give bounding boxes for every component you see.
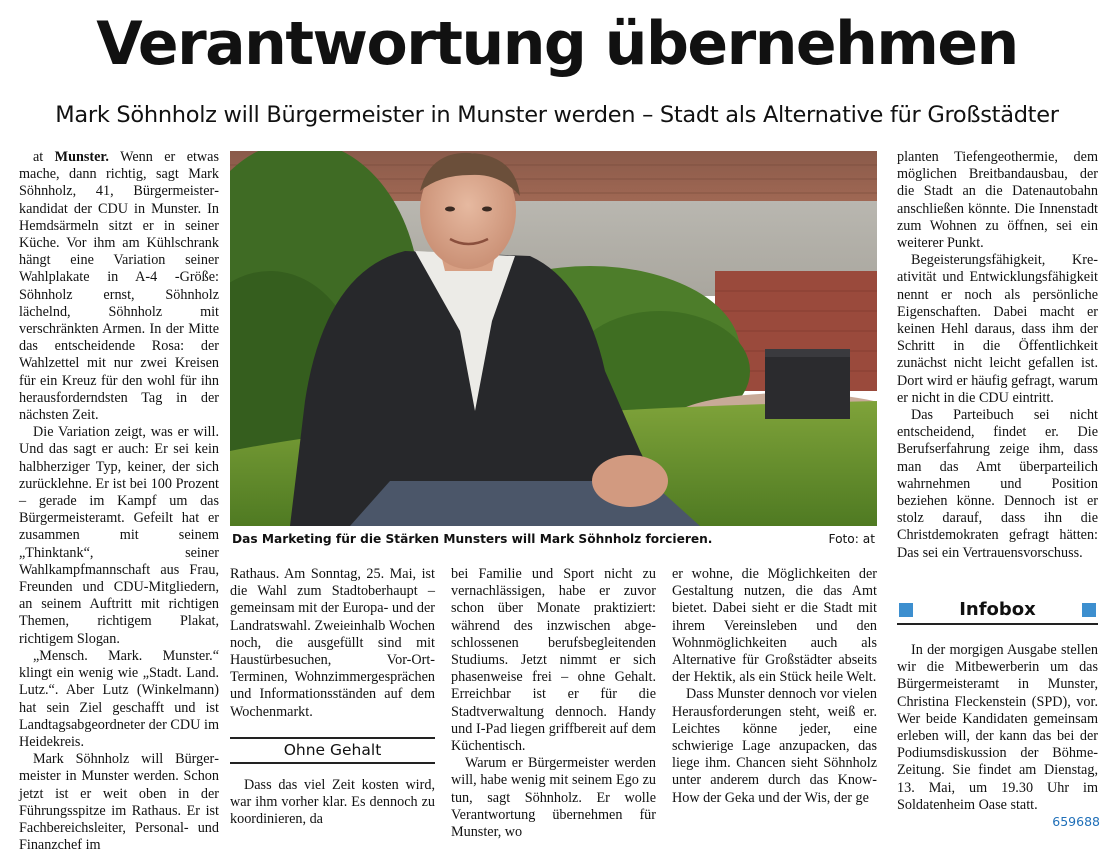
- article-column-2: [230, 566, 435, 721]
- photo-caption-row: [230, 529, 877, 549]
- infobox-title: Infobox: [959, 599, 1036, 620]
- article-column-2-continued: [230, 777, 435, 829]
- infobox-header: [897, 598, 1098, 625]
- article-paragraph: Dass Munster dennoch vor vielen Herausforderungen steht, weiß er. Leichtes könne jeder, eine schwierige Lage anzupacken, das liege ihm. Chancen sieht Söhnholz unter anderem durch das Know-How der Geka und der Wis, der ge: [672, 686, 877, 806]
- article-column-5: [897, 149, 1098, 562]
- article-paragraph: er wohne, die Möglichkeiten der Gestaltung nutzen, die das Amt bietet. Dabei sieht er die Stadt mit ihrem Vereinsleben und den Wohnmöglichkeiten auch als Alternative für Großstädter abseits der Hektik, als ein Stück heile Welt.: [672, 566, 877, 686]
- photo-caption: Das Marketing für die Stärken Munsters will Mark Söhnholz forcieren.: [232, 532, 713, 546]
- headline: Verantwortung übernehmen: [96, 9, 1018, 79]
- article-paragraph: Rathaus. Am Sonntag, 25. Mai, ist die Wahl zum Stadtoberhaupt – gemeinsam mit der Europa- und der Landratswahl. Zweieinhalb Wochen noch, die ausgefüllt sind mit Haustürbesuchen, Vor-Ort-Terminen, Wohnzimmergesprächen und Informationsständen auf dem Wochenmarkt.: [230, 566, 435, 720]
- article-paragraph: planten Tiefengeothermie, dem möglichen Breitbandausbau, der die Stadt an die Datenautobahn anschließen könnte. Die Innenstadt zum Wohnen zu öffnen, sei ein weiterer Punkt.: [897, 149, 1098, 252]
- article-paragraph: „Mensch. Mark. Munster.“ klingt ein wenig wie „Stadt. Land. Lutz.“. Aber Lutz (Winkelmann) hat sein Ziel geschafft und ist Landtagsabgeordneter der CDU im Heidekreis.: [19, 647, 219, 750]
- article-paragraph: Die Variation zeigt, was er will. Und das sagt er auch: Er sei kein halbherziger Typ, keiner, der sich zurücklehne. Er ist bei 100 Prozent – gerade im Kampf um das Bürgermeisteramt. Gefeilt hat er zusammen mit seinem „Thinktank“, seiner Wahlkampfmannschaft aus Frau, Freunden und CDU-Mitgliedern, an seinem Auftritt mit richtigen Themen, richtigem Plakat, richtigem Slogan.: [19, 424, 219, 647]
- photo-credit: Foto: at: [828, 532, 875, 546]
- author-initials: at: [33, 149, 44, 165]
- article-paragraph: bei Familie und Sport nicht zu vernachlässigen, habe er zuvor schon über Monate praktiziert: während des inzwischen abgeschlossenen berufsbegleitenden Studiums. Jetzt nimmt er sich phasenweise frei – ohne Gehalt. Erreichbar ist er für die Stadtverwaltung dennoch. Handy und I-Pad liegen griffbereit auf dem Küchentisch.: [451, 566, 656, 755]
- article-paragraph: Dass das viel Zeit kosten wird, war ihm vorher klar. Es dennoch zu koordinieren, da: [230, 777, 435, 828]
- section-subheading: Ohne Gehalt: [230, 737, 435, 764]
- article-column-3: [451, 566, 656, 841]
- article-paragraph: Das Parteibuch sei nicht entscheidend, findet er. Die Berufserfahrung zeige ihm, dass man das Amt überparteilich wahrnehmen und Position beziehen könne. Dennoch ist er stolz darauf, dass ihn die Christdemokraten gefragt hätten: Das sei ein Vertrauensvorschuss.: [897, 407, 1098, 561]
- subheadline: Mark Söhnholz will Bürgermeister in Munster werden – Stadt als Alternative für Großstädter: [55, 102, 1059, 128]
- article-column-4: [672, 566, 877, 807]
- article-photo: [230, 151, 877, 526]
- square-icon: [1082, 603, 1096, 617]
- dateline: Munster.: [54, 149, 109, 165]
- infobox-body: [897, 642, 1098, 814]
- reference-code: 659688: [1052, 814, 1100, 829]
- article-paragraph: Begeisterungsfähigkeit, Kreativität und Entwicklungsfähigkeit nennt er noch als persönliche Eigenschaften. Dabei macht er keinen Hehl daraus, dass ihm der Schritt in die Öffentlichkeit zunächst nicht leicht gefallen ist. Dort wird er häufig gefragt, warum er nicht in die CDU eintritt.: [897, 252, 1098, 406]
- article-paragraph: Warum er Bürgermeister werden will, habe wenig mit seinem Ego zu tun, sagt Söhnholz. Er wolle Verantwortung übernehmen für Munster, wo: [451, 755, 656, 841]
- infobox-text: In der morgigen Ausgabe stellen wir die Mitbewerberin um das Bürgermeisteramt in Munster, Christina Fleckenstein (SPD), vor. Wer beide Kandidaten gemeinsam erleben will, der kann das bei der Podiumsdiskussion der Böhme-Zeitung. Sie findet am Dienstag, 13. Mai, um 19.30 Uhr im Soldatenheim Oase statt.: [897, 642, 1098, 813]
- article-paragraph: Mark Söhnholz will Bürgermeister in Munster werden. Schon jetzt ist er weit oben in der Führungsspitze im Rathaus. Er ist Fachbereichsleiter, Personal- und Finanzchef im: [19, 751, 219, 854]
- article-paragraph: at Munster. Wenn er etwas mache, dann richtig, sagt Mark Söhnholz, 41, Bürgermeisterkandidat der CDU in Munster. In Hemdsärmeln sitzt er in seiner Küche. Vor ihm am Kühlschrank hängt eine Variation seiner Wahlplakate in A-4 -Größe: Söhnholz ernst, Söhnholz lächelnd, Söhnholz mit verschränkten Armen. In der Mitte das entscheidende Rosa: der Wahlzettel mit nur zwei Kreisen für ein Kreuz für den wohl für ihn herausforderndsten Tag in der nächsten Zeit.: [19, 149, 219, 424]
- article-column-1: [19, 149, 219, 854]
